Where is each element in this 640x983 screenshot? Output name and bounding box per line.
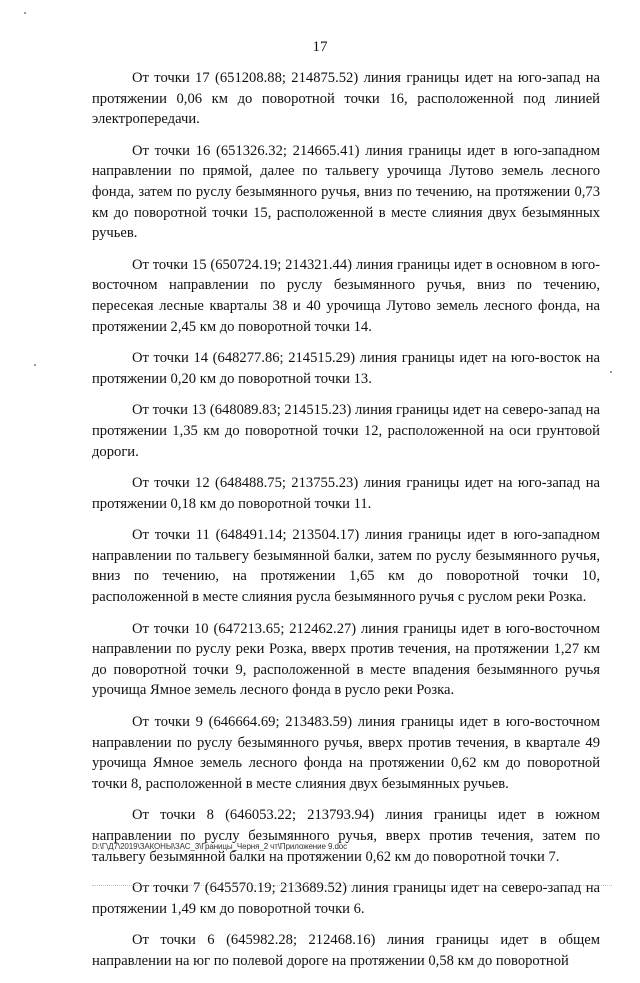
paragraph-point-9: От точки 9 (646664.69; 213483.59) линия границы идет в юго-восточном направлении по руслу безымянного ручья, вверх против течения, в квартале 49 урочища Ямное земель лесного фонда на протяжении 0,62 км до поворотной точки 8, расположенной в месте слияния двух безымянных ручьев.	[92, 714, 600, 792]
page-number: 17	[312, 39, 328, 55]
paragraph-point-13: От точки 13 (648089.83; 214515.23) линия границы идет на северо-запад на протяжении 1,35 км до поворотной точки 12, расположенной на оси грунтовой дороги.	[92, 402, 600, 460]
scan-speck	[34, 364, 36, 366]
paragraph-point-14: От точки 14 (648277.86; 214515.29) линия границы идет на юго-восток на протяжении 0,20 км до поворотной точки 13.	[92, 350, 600, 387]
paragraph-point-17: От точки 17 (651208.88; 214875.52) линия границы идет на юго-запад на протяжении 0,06 км до поворотной точки 16, расположенной под линией электропередачи.	[92, 70, 600, 128]
scan-speck	[24, 12, 26, 14]
footer-file-path: D:\Г\Д7\2019\ЗАКОНЫ\ЗАС_3\Границы_Черня_2 чт\Приложение 9.doc	[92, 842, 348, 851]
scan-artifact-line	[92, 885, 612, 886]
paragraph-point-15: От точки 15 (650724.19; 214321.44) линия границы идет в основном в юго-восточном направлении по руслу безымянного ручья, вниз по течению, пересекая лесные кварталы 38 и 40 урочища Лутово земель лесного фонда, на протяжении 2,45 км до поворотной точки 14.	[92, 256, 600, 335]
paragraph-point-11: От точки 11 (648491.14; 213504.17) линия границы идет в юго-западном направлении по тальвегу безымянной балки, затем по руслу безымянного ручья, вниз по течению, на протяжении 1,65 км до поворотной точки 10, расположенной в месте слияния русла безымянного ручья с руслом реки Розка.	[92, 527, 600, 606]
paragraph-point-7: От точки 7 (645570.19; 213689.52) линия границы идет на северо-запад на протяжении 1,49 км до поворотной точки 6.	[92, 880, 600, 917]
paragraph-point-10: От точки 10 (647213.65; 212462.27) линия границы идет в юго-восточном направлении по руслу реки Розка, вверх против течения, на протяжении 1,27 км до поворотной точки 9, расположенной в месте впадения безымянного ручья урочища Ямное земель лесного фонда в русло реки Розка.	[92, 620, 600, 699]
paragraph-point-12: От точки 12 (648488.75; 213755.23) линия границы идет на юго-запад на протяжении 0,18 км до поворотной точки 11.	[92, 475, 600, 512]
scan-speck	[610, 371, 612, 373]
paragraph-point-16: От точки 16 (651326.32; 214665.41) линия границы идет в юго-западном направлении по прямой, далее по тальвегу урочища Лутово земель лесного фонда, затем по руслу безымянного ручья, вниз по течению, на протяжении 0,73 км до поворотной точки 15, расположенной в месте слияния двух безымянных ручьев.	[92, 142, 600, 242]
paragraph-point-6: От точки 6 (645982.28; 212468.16) линия границы идет в общем направлении на юг по полевой дороге на протяжении 0,58 км до поворотной	[92, 932, 600, 969]
paragraph-point-8: От точки 8 (646053.22; 213793.94) линия границы идет в южном направлении по руслу безымянного ручья, вверх против течения, затем по тальвегу безымянной балки на протяжении 0,62 км до поворотной точки 7.	[92, 807, 600, 865]
